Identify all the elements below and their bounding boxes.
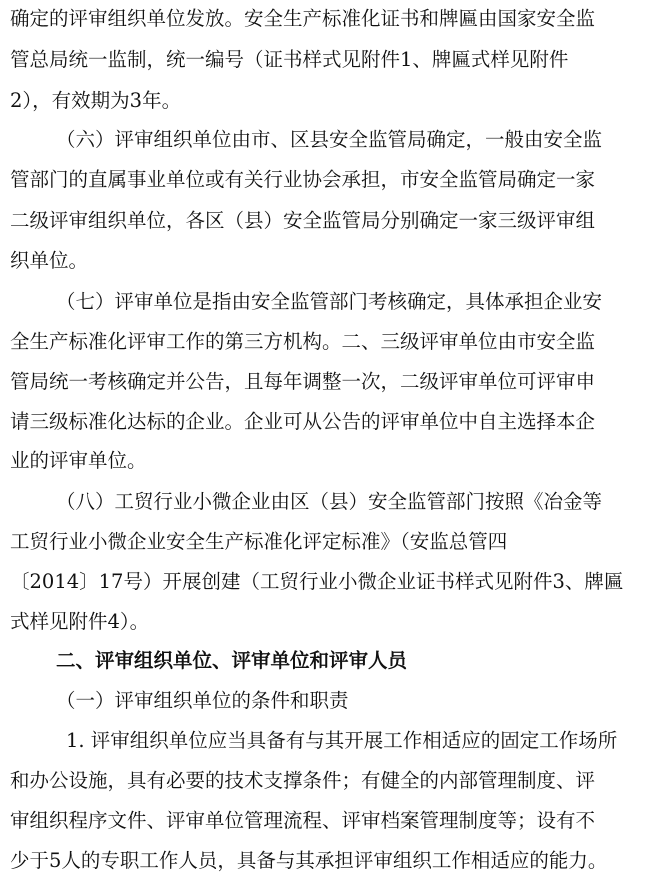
paragraph-3-line-4: 请三级标准化达标的企业。企业可从公告的评审单位中自主选择本企 bbox=[10, 410, 596, 433]
paragraph-2-line-1: （六）评审组织单位由市、区县安全监管局确定，一般由安全监 bbox=[56, 128, 603, 151]
paragraph-4-line-2: 工贸行业小微企业安全生产标准化评定标准》（安监总管四 bbox=[10, 530, 508, 553]
item-1-line-2: 和办公设施，具有必要的技术支撑条件；有健全的内部管理制度、评 bbox=[10, 769, 596, 792]
paragraph-2-line-2: 管部门的直属事业单位或有关行业协会承担，市安全监管局确定一家 bbox=[10, 168, 596, 191]
paragraph-1-line-2: 管总局统一监制，统一编号（证书样式见附件1、牌匾式样见附件 bbox=[10, 48, 569, 71]
subsection-heading: （一）评审组织单位的条件和职责 bbox=[56, 689, 349, 712]
paragraph-3-line-5: 业的评审单位。 bbox=[10, 449, 147, 472]
item-1-line-1: 1. 评审组织单位应当具备有与其开展工作相适应的固定工作场所 bbox=[66, 729, 618, 752]
paragraph-3-line-2: 全生产标准化评审工作的第三方机构。二、三级评审单位由市安全监 bbox=[10, 330, 596, 353]
paragraph-4-line-3: 〔2014〕17号）开展创建（工贸行业小微企业证书样式见附件3、牌匾 bbox=[10, 570, 624, 593]
paragraph-4-line-1: （八）工贸行业小微企业由区（县）安全监管部门按照《冶金等 bbox=[56, 490, 603, 513]
paragraph-2-line-4: 织单位。 bbox=[10, 249, 89, 272]
paragraph-1-line-3: 2），有效期为3年。 bbox=[10, 89, 182, 112]
paragraph-4-line-4: 式样见附件4）。 bbox=[10, 610, 150, 633]
section-heading: 二、评审组织单位、评审单位和评审人员 bbox=[56, 649, 408, 672]
item-1-line-4: 少于5人的专职工作人员，具备与其承担评审组织工作相适应的能力。 bbox=[10, 849, 608, 872]
paragraph-2-line-3: 二级评审组织单位，各区（县）安全监管局分别确定一家三级评审组 bbox=[10, 209, 596, 232]
paragraph-3-line-3: 管局统一考核确定并公告，且每年调整一次，二级评审单位可评审申 bbox=[10, 370, 596, 393]
paragraph-1-line-1: 确定的评审组织单位发放。安全生产标准化证书和牌匾由国家安全监 bbox=[10, 7, 596, 30]
paragraph-3-line-1: （七）评审单位是指由安全监管部门考核确定，具体承担企业安 bbox=[56, 290, 603, 313]
item-1-line-3: 审组织程序文件、评审单位管理流程、评审档案管理制度等；设有不 bbox=[10, 809, 596, 832]
